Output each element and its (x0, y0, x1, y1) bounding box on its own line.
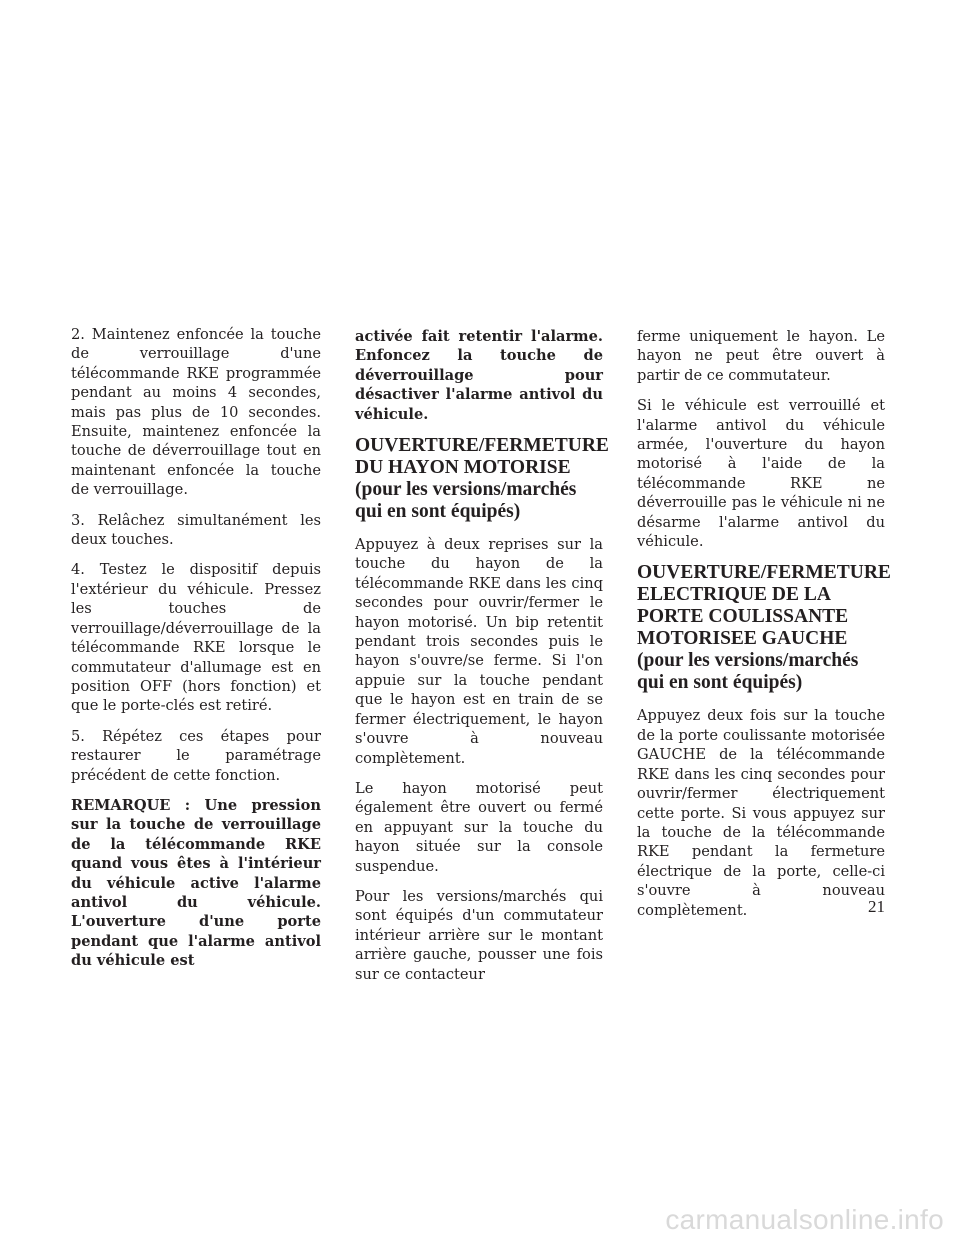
step-5-text: 5. Répétez ces étapes pour restaurer le paramétrage précédent de cette fonction. (71, 727, 321, 784)
watermark-text: carmanualsonline.info (665, 1204, 944, 1235)
heading-line: (pour les versions/marchés (355, 479, 577, 501)
heading-line: PORTE COULISSANTE (637, 606, 849, 628)
sliding-door-paragraph: Appuyez deux fois sur la touche de la porte coulissante motorisée GAUCHE de la télécommande RKE dans les cinq secondes pour ouvrir/fermer électriquement cette porte. Si vous appuyez sur la touche de la télécommande RKE pendant la fermeture électrique de la porte, celle-ci s'ouvre à nouveau complètement. (637, 707, 885, 919)
column-middle (355, 327, 609, 995)
note-text: REMARQUE : Une pression sur la touche de verrouillage de la télécommande RKE quand vous êtes à l'intérieur du véhicule active l'alarme antivol du véhicule. L'ouverture d'une porte pendant que l'alarme antivol du véhicule est (71, 796, 321, 970)
heading-line: OUVERTURE/FERMETURE (637, 562, 891, 584)
heading-line: DU HAYON MOTORISE (355, 457, 571, 479)
liftgate-alarm-paragraph: Si le véhicule est verrouillé et l'alarme antivol du véhicule armée, l'ouverture du hayon motorisé à l'aide de la télécommande RKE ne déverrouille pas le véhicule ni ne désarme l'alarme antivol du véhicule. (637, 397, 885, 551)
heading-line: ELECTRIQUE DE LA (637, 584, 831, 606)
heading-line: MOTORISEE GAUCHE (637, 628, 848, 650)
column-right (637, 327, 891, 931)
heading-line: qui en sont équipés) (355, 501, 521, 523)
liftgate-paragraph-3: Pour les versions/marchés qui sont équipés d'un commutateur intérieur arrière sur le montant arrière gauche, pousser une fois sur ce contacteur (355, 887, 603, 983)
liftgate-paragraph-2: Le hayon motorisé peut également être ouvert ou fermé en appuyant sur la touche du hayon située sur la console suspendue. (355, 779, 603, 875)
step-2-text: 2. Maintenez enfoncée la touche de verrouillage d'une télécommande RKE programmée pendant au moins 4 secondes, mais pas plus de 10 secondes. Ensuite, maintenez enfoncée la touche de déverrouillage tout en maintenant enfoncée la touche de verrouillage. (71, 326, 321, 499)
sliding-door-heading (637, 562, 891, 694)
power-liftgate-heading (355, 435, 609, 523)
heading-line: qui en sont équipés) (637, 672, 803, 694)
page-number: 21 (868, 897, 885, 916)
liftgate-paragraph-continued: ferme uniquement le hayon. Le hayon ne peut être ouvert à partir de ce commutateur. (637, 328, 885, 384)
liftgate-paragraph-1: Appuyez à deux reprises sur la touche du hayon de la télécommande RKE dans les cinq secondes pour ouvrir/fermer le hayon motorisé. Un bip retentit pendant trois secondes puis le hayon s'ouvre/se ferme. Si l'on appuie sur la touche pendant que le hayon est en train de se fermer électriquement, le hayon s'ouvre à nouveau complètement. (355, 536, 603, 767)
column-left (71, 325, 321, 982)
step-4-text: 4. Testez le dispositif depuis l'extérieur du véhicule. Pressez les touches de verrouillage/déverrouillage de la télécommande RKE lorsque le commutateur d'allumage est en position OFF (hors fonction) et que le porte-clés est retiré. (71, 561, 321, 715)
note-continued-text: activée fait retentir l'alarme. Enfoncez la touche de déverrouillage pour désactiver l'alarme antivol du véhicule. (355, 328, 603, 423)
heading-line: OUVERTURE/FERMETURE (355, 435, 609, 457)
step-3-text: 3. Relâchez simultanément les deux touches. (71, 511, 321, 549)
heading-line: (pour les versions/marchés (637, 650, 859, 672)
